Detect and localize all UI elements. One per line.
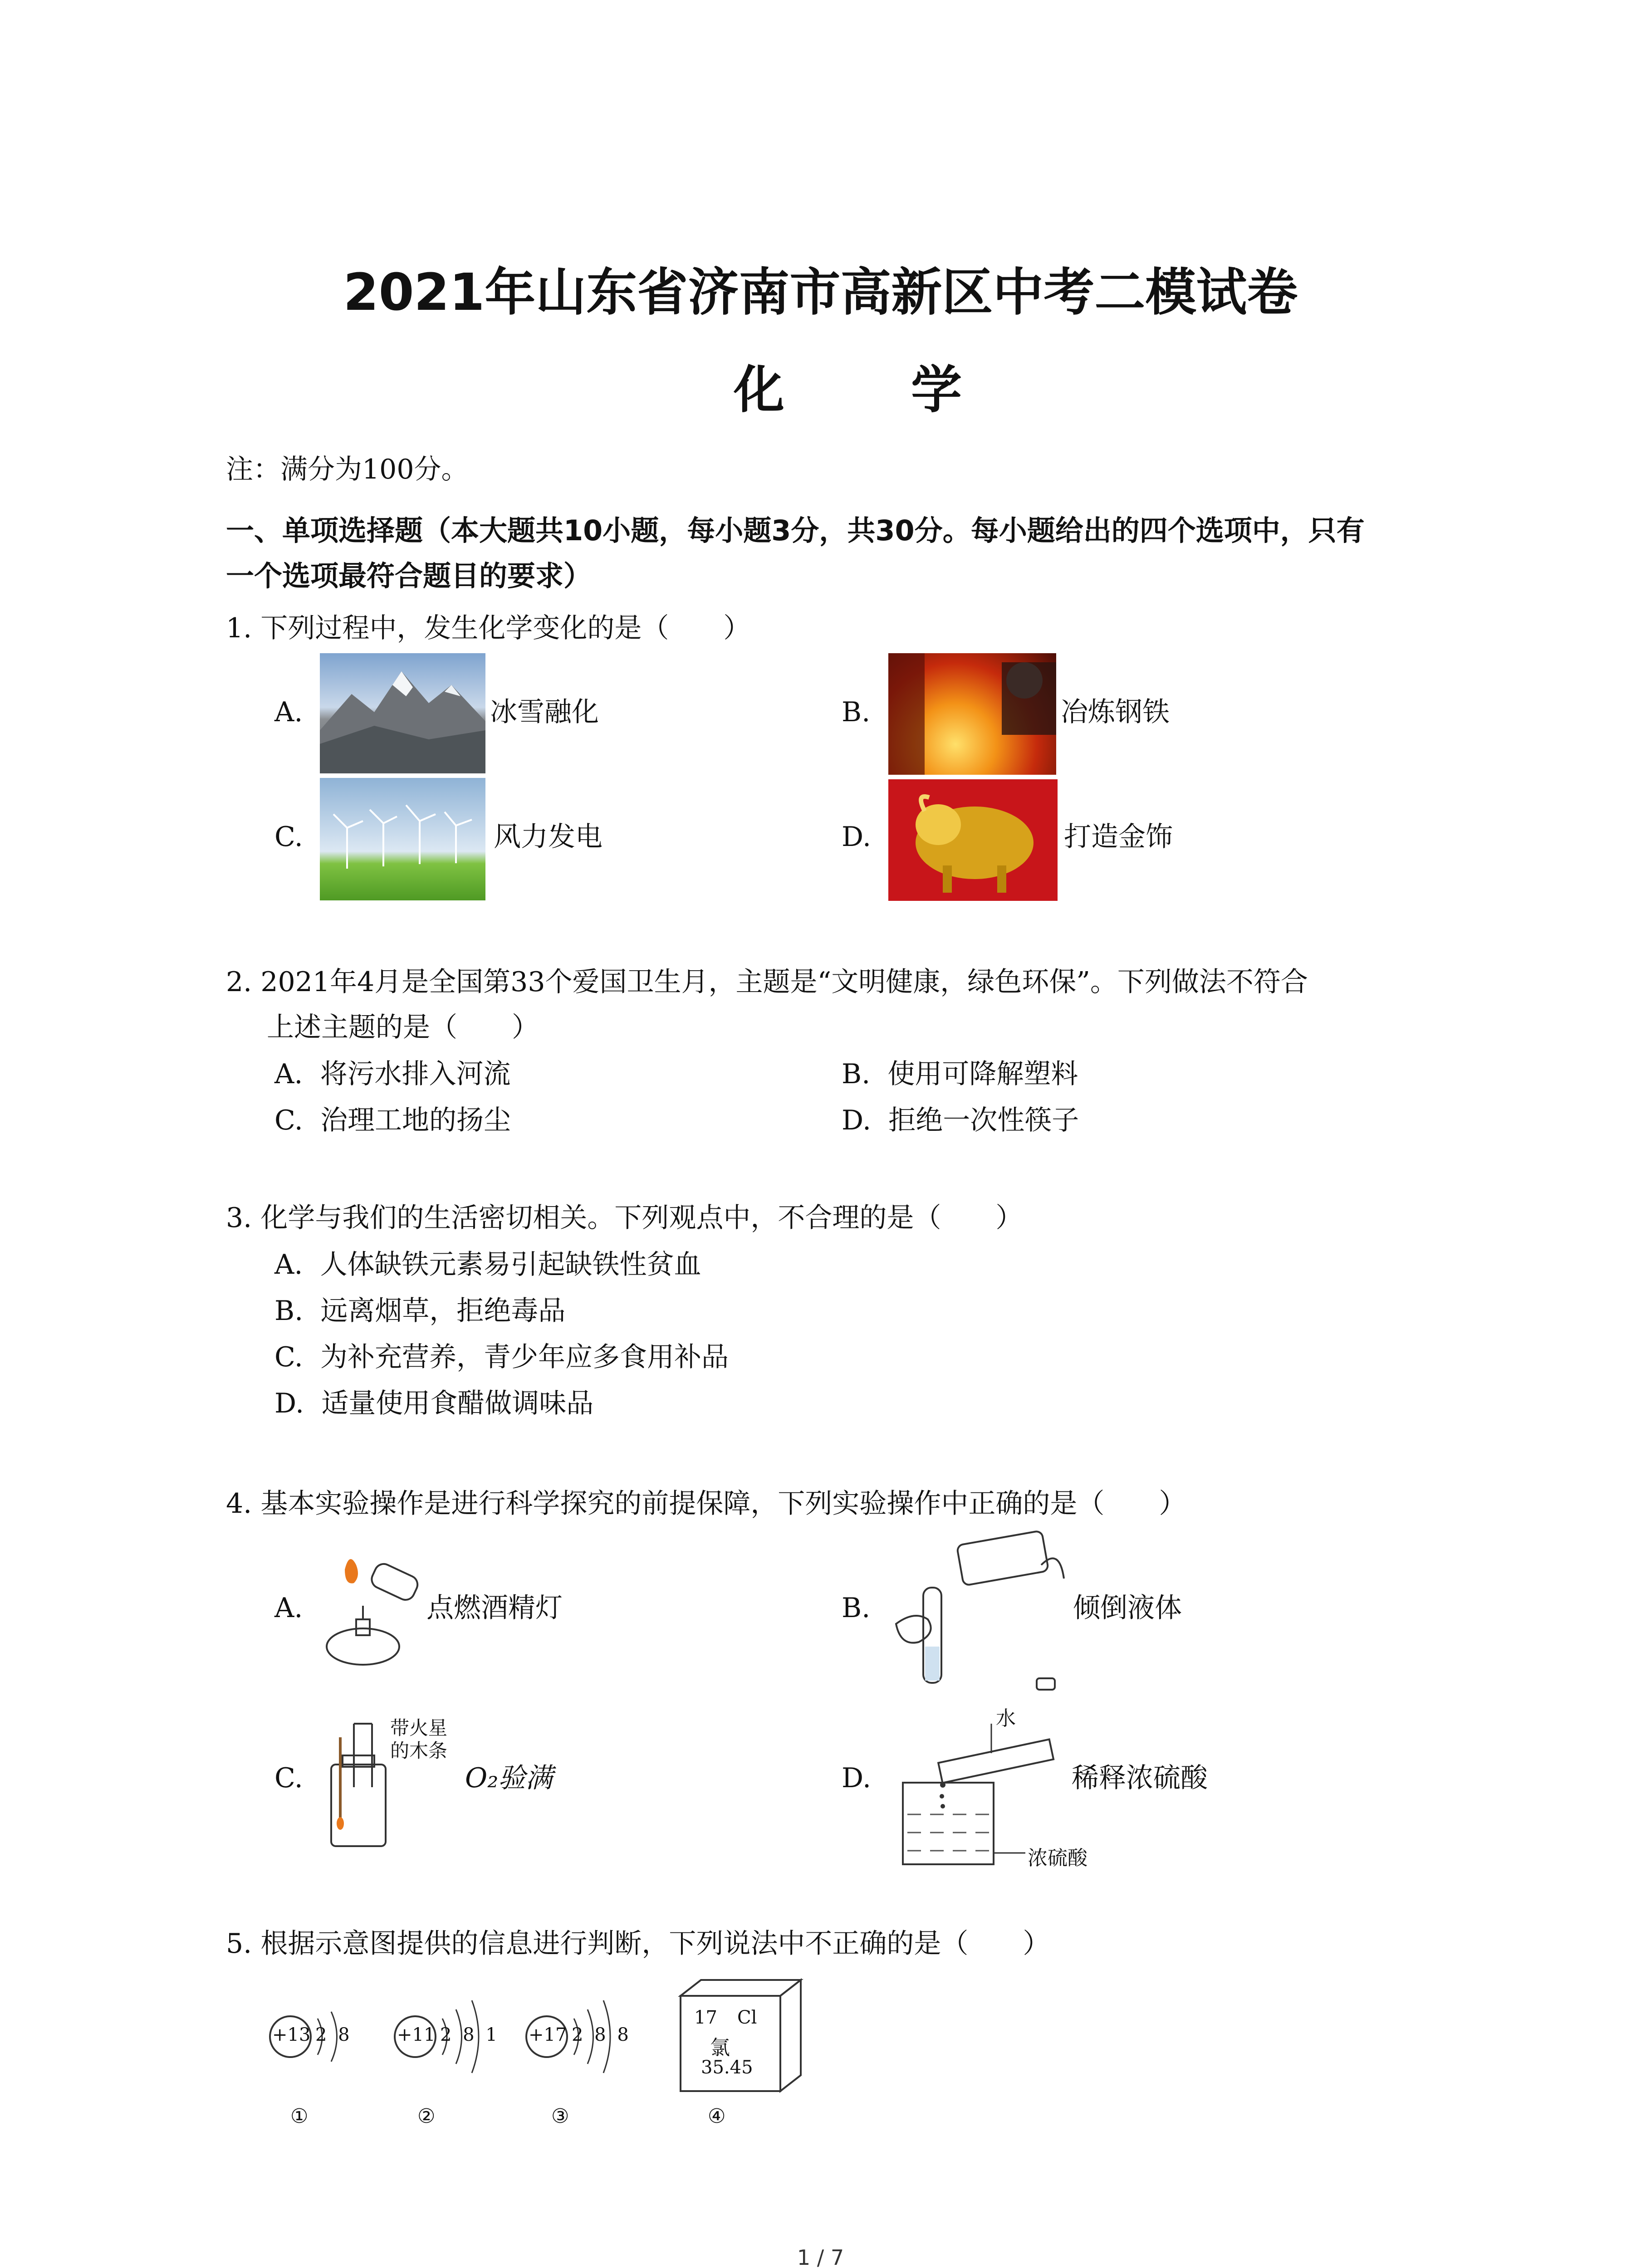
q1-option-a-letter: A.	[274, 696, 303, 728]
element-symbol: Cl	[737, 2007, 757, 2028]
q2-option-a: A. 将污水排入河流	[274, 1058, 511, 1090]
q1-option-b-text: 冶炼钢铁	[1061, 696, 1170, 728]
atom-3-electrons: 2 8 8	[572, 2024, 632, 2045]
section-heading-cont: 一个选项最符合题目的要求）	[226, 559, 592, 592]
lighting-alcohol-lamp-illustration	[318, 1551, 426, 1669]
question-2-stem-cont: 上述主题的是（ ）	[267, 1012, 539, 1043]
score-note: 注：满分为100分。	[226, 454, 469, 485]
q4-option-d-text: 稀释浓硫酸	[1072, 1762, 1208, 1794]
wind-turbines-image	[320, 778, 485, 900]
q2-option-b: B. 使用可降解塑料	[842, 1058, 1078, 1090]
atom-3-mark: ③	[551, 2105, 569, 2128]
atom-1-mark: ①	[290, 2105, 309, 2128]
element-name: 氯	[710, 2036, 730, 2059]
section-heading: 一、单项选择题（本大题共10小题，每小题3分，共30分。每小题给出的四个选项中，只有	[226, 514, 1365, 547]
steel-smelting-image	[888, 653, 1056, 775]
subject-title: 化 学	[734, 361, 1016, 420]
q1-option-c-text: 风力发电	[494, 821, 603, 853]
element-card-mark: ④	[708, 2105, 726, 2128]
q1-option-d-letter: D.	[842, 821, 872, 853]
atom-2-nucleus: +11	[397, 2024, 436, 2045]
element-number: 17	[694, 2007, 717, 2028]
q2-option-d: D. 拒绝一次性筷子	[842, 1105, 1079, 1136]
q4-option-c-text: O₂验满	[465, 1762, 553, 1794]
q3-option-a: A. 人体缺铁元素易引起缺铁性贫血	[274, 1249, 701, 1281]
snow-mountain-image	[320, 653, 485, 773]
q4-option-b-text: 倾倒液体	[1073, 1592, 1182, 1624]
oxygen-full-test-illustration	[322, 1719, 395, 1851]
atom-2-mark: ②	[417, 2105, 436, 2128]
question-4-stem: 4. 基本实验操作是进行科学探究的前提保障，下列实验操作中正确的是（ ）	[226, 1488, 1186, 1520]
q3-option-b: B. 远离烟草，拒绝毒品	[274, 1295, 566, 1327]
question-3-stem: 3. 化学与我们的生活密切相关。下列观点中，不合理的是（ ）	[226, 1202, 1023, 1234]
gold-ornament-image	[888, 779, 1058, 901]
exam-title: 2021年山东省济南市高新区中考二模试卷	[343, 263, 1298, 322]
water-label: 水	[996, 1707, 1016, 1730]
q3-option-c: C. 为补充营养，青少年应多食用补品	[274, 1341, 729, 1373]
atom-2-electrons: 2 8 1	[440, 2024, 500, 2045]
question-5-stem: 5. 根据示意图提供的信息进行判断，下列说法中不正确的是（ ）	[226, 1928, 1050, 1960]
q4-option-d-letter: D.	[842, 1762, 872, 1794]
q1-option-c-letter: C.	[274, 821, 303, 853]
atom-1-nucleus: +13	[272, 2024, 311, 2045]
pouring-liquid-illustration	[887, 1529, 1068, 1692]
q4-option-c-letter: C.	[274, 1762, 303, 1794]
q3-option-d: D. 适量使用食醋做调味品	[274, 1388, 594, 1419]
q1-option-a-text: 冰雪融化	[490, 696, 599, 728]
atom-1-electrons: 2 8	[315, 2024, 353, 2045]
atom-3-nucleus: +17	[529, 2024, 567, 2045]
q1-option-b-letter: B.	[842, 696, 871, 728]
acid-label: 浓硫酸	[1028, 1847, 1087, 1870]
q4-option-a-text: 点燃酒精灯	[426, 1592, 563, 1624]
q2-option-c: C. 治理工地的扬尘	[274, 1105, 511, 1136]
q4-option-b-letter: B.	[842, 1592, 871, 1624]
q4-option-a-letter: A.	[274, 1592, 303, 1624]
splint-label: 带火星 的木条	[390, 1717, 448, 1762]
q1-option-d-text: 打造金饰	[1064, 821, 1173, 853]
question-1-stem: 1. 下列过程中，发生化学变化的是（ ）	[226, 612, 751, 644]
page-number: 1 / 7	[797, 2245, 844, 2268]
element-card-chlorine	[678, 1978, 805, 2096]
element-mass: 35.45	[701, 2057, 753, 2078]
question-2-stem: 2. 2021年4月是全国第33个爱国卫生月，主题是“文明健康，绿色环保”。下列做法不符合	[226, 966, 1308, 998]
